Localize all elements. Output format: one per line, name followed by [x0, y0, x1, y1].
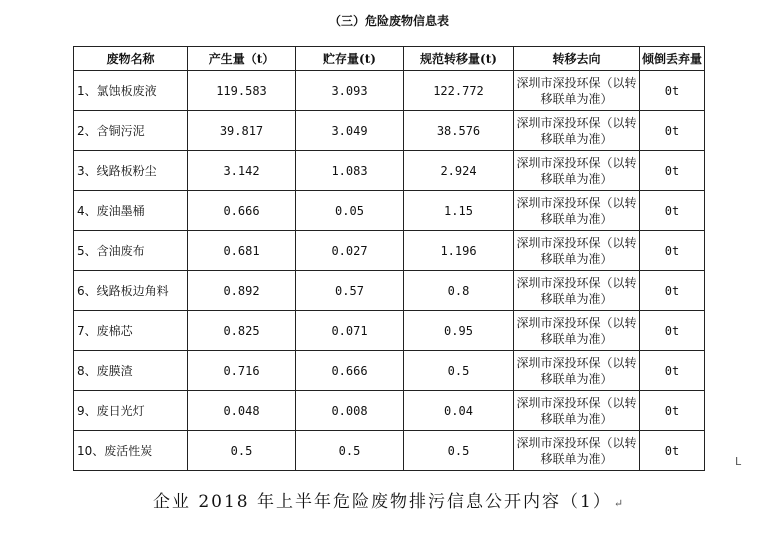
cell-dumped: 0t	[640, 191, 705, 231]
cell-waste-name: 3、线路板粉尘	[74, 151, 188, 191]
header-destination: 转移去向	[514, 47, 640, 71]
cell-destination: 深圳市深投环保（以转移联单为准）	[514, 71, 640, 111]
header-transferred: 规范转移量(t)	[404, 47, 514, 71]
cell-destination: 深圳市深投环保（以转移联单为准）	[514, 271, 640, 311]
cell-waste-name: 9、废日光灯	[74, 391, 188, 431]
cell-stored: 0.008	[296, 391, 404, 431]
cell-dumped: 0t	[640, 311, 705, 351]
cell-waste-name: 2、含铜污泥	[74, 111, 188, 151]
cell-stored: 1.083	[296, 151, 404, 191]
cell-dumped: 0t	[640, 231, 705, 271]
cell-waste-name: 10、废活性炭	[74, 431, 188, 471]
cell-produced: 0.716	[188, 351, 296, 391]
cell-dumped: 0t	[640, 71, 705, 111]
cell-transferred: 0.04	[404, 391, 514, 431]
cell-transferred: 38.576	[404, 111, 514, 151]
cell-waste-name: 7、废棉芯	[74, 311, 188, 351]
cell-produced: 119.583	[188, 71, 296, 111]
cell-produced: 0.5	[188, 431, 296, 471]
header-waste-name: 废物名称	[74, 47, 188, 71]
cell-destination: 深圳市深投环保（以转移联单为准）	[514, 311, 640, 351]
text-cursor-mark: L	[735, 455, 742, 468]
cell-destination: 深圳市深投环保（以转移联单为准）	[514, 191, 640, 231]
cell-destination: 深圳市深投环保（以转移联单为准）	[514, 111, 640, 151]
document-caption	[0, 487, 778, 512]
cell-stored: 0.5	[296, 431, 404, 471]
cell-stored: 3.049	[296, 111, 404, 151]
cell-waste-name: 4、废油墨桶	[74, 191, 188, 231]
cell-waste-name: 1、氯蚀板废液	[74, 71, 188, 111]
cell-dumped: 0t	[640, 271, 705, 311]
cell-transferred: 0.5	[404, 431, 514, 471]
cell-produced: 3.142	[188, 151, 296, 191]
cell-stored: 0.071	[296, 311, 404, 351]
table-row	[74, 71, 705, 111]
table-row	[74, 311, 705, 351]
table-title: （三）危险废物信息表	[328, 14, 449, 28]
cell-transferred: 1.15	[404, 191, 514, 231]
cell-produced: 0.825	[188, 311, 296, 351]
cell-stored: 0.027	[296, 231, 404, 271]
cell-produced: 0.048	[188, 391, 296, 431]
table-row	[74, 431, 705, 471]
cell-transferred: 0.95	[404, 311, 514, 351]
caption-text: 企业 2018 年上半年危险废物排污信息公开内容（1）	[152, 492, 612, 512]
header-stored: 贮存量(t)	[296, 47, 404, 71]
table-row	[74, 271, 705, 311]
cell-produced: 0.666	[188, 191, 296, 231]
cell-transferred: 0.8	[404, 271, 514, 311]
table-row	[74, 391, 705, 431]
cell-produced: 0.892	[188, 271, 296, 311]
cell-transferred: 1.196	[404, 231, 514, 271]
header-produced: 产生量（t）	[188, 47, 296, 71]
cell-destination: 深圳市深投环保（以转移联单为准）	[514, 431, 640, 471]
cell-produced: 0.681	[188, 231, 296, 271]
cell-destination: 深圳市深投环保（以转移联单为准）	[514, 391, 640, 431]
cell-destination: 深圳市深投环保（以转移联单为准）	[514, 151, 640, 191]
cell-dumped: 0t	[640, 151, 705, 191]
cell-dumped: 0t	[640, 351, 705, 391]
cell-dumped: 0t	[640, 391, 705, 431]
cell-destination: 深圳市深投环保（以转移联单为准）	[514, 231, 640, 271]
paragraph-mark-icon: ↵	[613, 497, 626, 510]
table-row	[74, 351, 705, 391]
table-row	[74, 151, 705, 191]
cell-produced: 39.817	[188, 111, 296, 151]
cell-waste-name: 5、含油废布	[74, 231, 188, 271]
cell-stored: 0.57	[296, 271, 404, 311]
cell-transferred: 122.772	[404, 71, 514, 111]
cell-stored: 0.05	[296, 191, 404, 231]
hazardous-waste-table	[73, 46, 705, 471]
cell-dumped: 0t	[640, 431, 705, 471]
cell-destination: 深圳市深投环保（以转移联单为准）	[514, 351, 640, 391]
table-row	[74, 191, 705, 231]
cell-waste-name: 6、线路板边角料	[74, 271, 188, 311]
cell-transferred: 0.5	[404, 351, 514, 391]
table-header-row	[74, 47, 705, 71]
cell-stored: 3.093	[296, 71, 404, 111]
header-dumped: 倾倒丢弃量	[640, 47, 705, 71]
table-row	[74, 111, 705, 151]
cell-transferred: 2.924	[404, 151, 514, 191]
cell-stored: 0.666	[296, 351, 404, 391]
table-row	[74, 231, 705, 271]
cell-waste-name: 8、废膜渣	[74, 351, 188, 391]
cell-dumped: 0t	[640, 111, 705, 151]
